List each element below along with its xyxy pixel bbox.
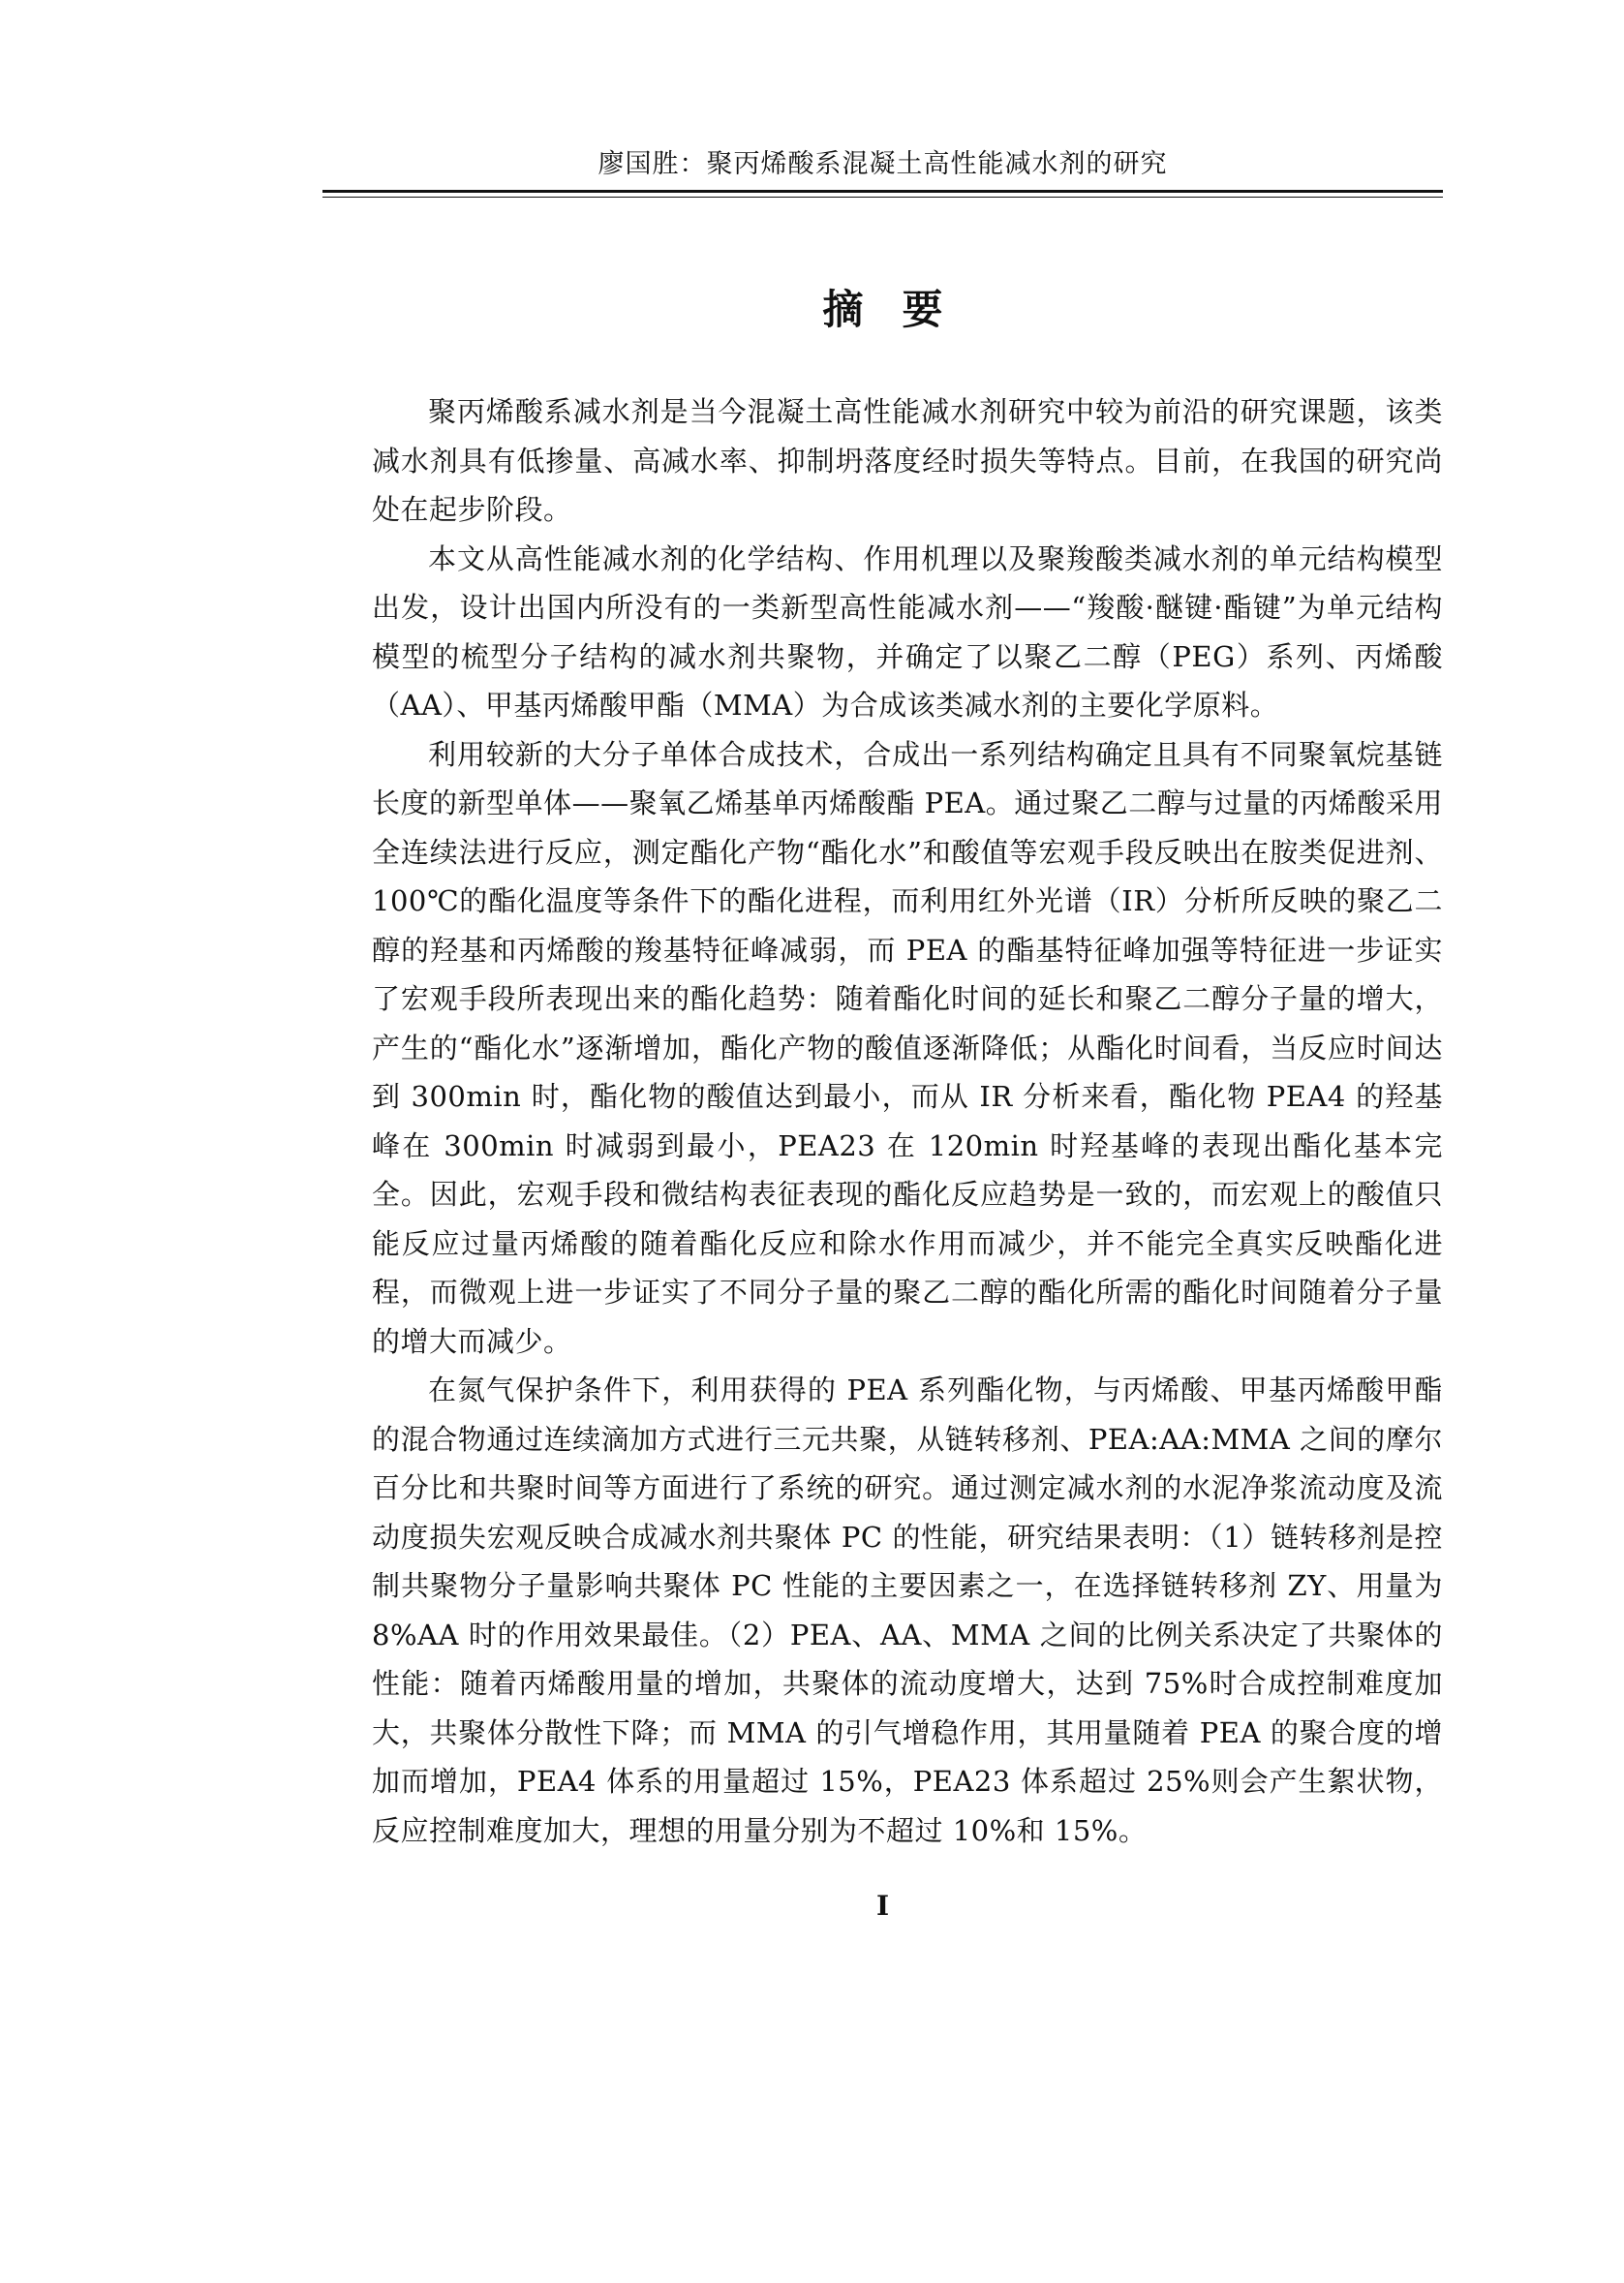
abstract-body (372, 387, 1443, 1855)
page-number: I (875, 1890, 890, 1922)
running-header: 廖国胜：聚丙烯酸系混凝土高性能减水剂的研究 (598, 149, 1168, 179)
paragraph-2: 本文从高性能减水剂的化学结构、作用机理以及聚羧酸类减水剂的单元结构模型出发，设计出国内所没有的一类新型高性能减水剂——“羧酸·醚键·酯键”为单元结构模型的梳型分子结构的减水剂共聚物，并确定了以聚乙二醇（PEG）系列、丙烯酸（AA）、甲基丙烯酸甲酯（MMA）为合成该类减水剂的主要化学原料。 (372, 541, 1443, 722)
paragraph-3: 利用较新的大分子单体合成技术，合成出一系列结构确定且具有不同聚氧烷基链长度的新型单体——聚氧乙烯基单丙烯酸酯 PEA。通过聚乙二醇与过量的丙烯酸采用全连续法进行反应，测定酯化产物“酯化水”和酸值等宏观手段反映出在胺类促进剂、100℃的酯化温度等条件下的酯化进程，而利用红外光谱（IR）分析所反映的聚乙二醇的羟基和丙烯酸的羧基特征峰减弱，而 PEA 的酯基特征峰加强等特征进一步证实了宏观手段所表现出来的酯化趋势：随着酯化时间的延长和聚乙二醇分子量的增大，产生的“酯化水”逐渐增加，酯化产物的酸值逐渐降低；从酯化时间看，当反应时间达到 300min 时，酯化物的酸值达到最小，而从 IR 分析来看，酯化物 PEA4 的羟基峰在 300min 时减弱到最小，PEA23 在 120min 时羟基峰的表现出酯化基本完全。因此，宏观手段和微结构表征表现的酯化反应趋势是一致的，而宏观上的酸值只能反应过量丙烯酸的随着酯化反应和除水作用而减少，并不能完全真实反映酯化进程，而微观上进一步证实了不同分子量的聚乙二醇的酯化所需的酯化时间随着分子量的增大而减少。 (372, 737, 1443, 1358)
abstract-title: 摘要 (822, 286, 982, 333)
paragraph-4: 在氮气保护条件下，利用获得的 PEA 系列酯化物，与丙烯酸、甲基丙烯酸甲酯的混合物通过连续滴加方式进行三元共聚，从链转移剂、PEA:AA:MMA 之间的摩尔百分比和共聚时间等方面进行了系统的研究。通过测定减水剂的水泥净浆流动度及流动度损失宏观反映合成减水剂共聚体 PC 的性能，研究结果表明：（1）链转移剂是控制共聚物分子量影响共聚体 PC 性能的主要因素之一，在选择链转移剂 ZY、用量为 8%AA 时的作用效果最佳。（2）PEA、AA、MMA 之间的比例关系决定了共聚体的性能：随着丙烯酸用量的增加，共聚体的流动度增大，达到 75%时合成控制难度加大，共聚体分散性下降；而 MMA 的引气增稳作用，其用量随着 PEA 的聚合度的增加而增加，PEA4 体系的用量超过 15%，PEA23 体系超过 25%则会产生絮状物，反应控制难度加大，理想的用量分别为不超过 10%和 15%。 (372, 1373, 1443, 1847)
header-rule-thin (322, 197, 1443, 198)
paragraph-1: 聚丙烯酸系减水剂是当今混凝土高性能减水剂研究中较为前沿的研究课题，该类减水剂具有低掺量、高减水率、抑制坍落度经时损失等特点。目前，在我国的研究尚处在起步阶段。 (372, 395, 1443, 526)
header-rule-thick (322, 190, 1443, 193)
